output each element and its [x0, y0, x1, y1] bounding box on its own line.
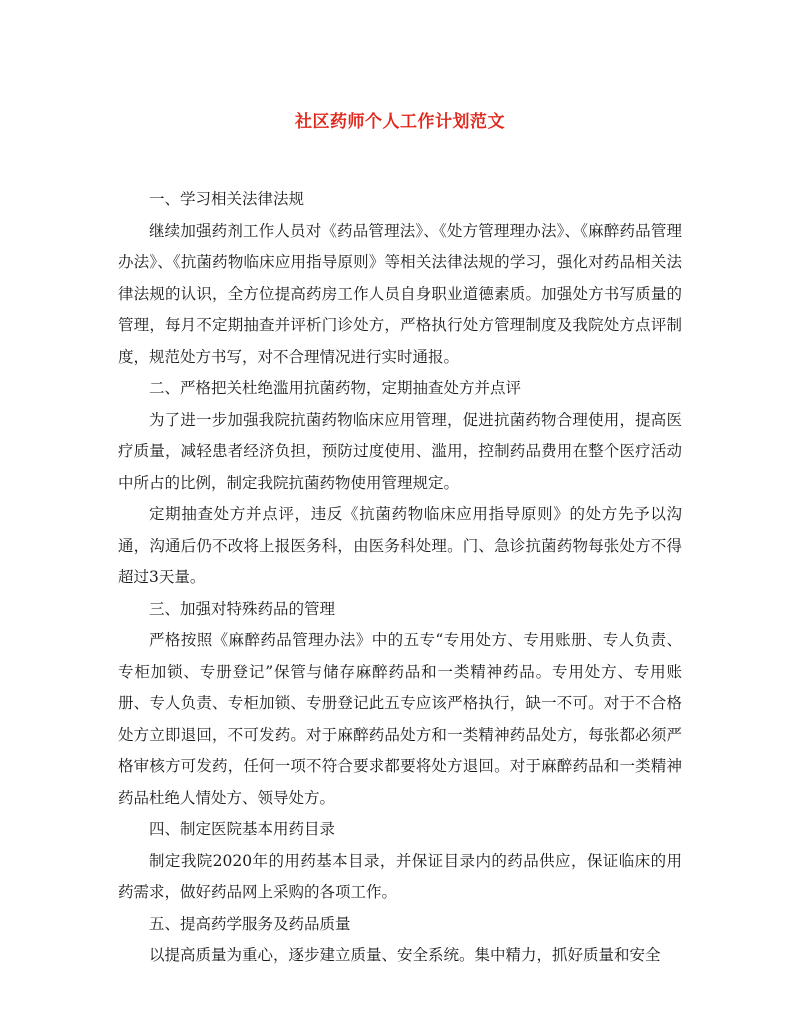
document-title: 社区药师个人工作计划范文	[295, 112, 505, 132]
document-body	[118, 184, 682, 972]
paragraph: 制定我院2020年的用药基本目录，并保证目录内的药品供应，保证临床的用药需求，做好药品网上采购的各项工作。	[118, 851, 682, 901]
section-heading-2: 二、严格把关杜绝滥用抗菌药物，定期抽查处方并点评	[149, 379, 522, 397]
paragraph: 以提高质量为重心，逐步建立质量、安全系统。集中精力，抓好质量和安全	[149, 946, 661, 964]
paragraph: 为了进一步加强我院抗菌药物临床应用管理，促进抗菌药物合理使用，提高医疗质量，减轻患者经济负担，预防过度使用、滥用，控制药品费用在整个医疗活动中所占的比例，制定我院抗菌药物使用管理规定。	[118, 410, 682, 492]
section-heading-1: 一、学习相关法律法规	[149, 190, 305, 208]
paragraph: 继续加强药剂工作人员对《药品管理法》、《处方管理理办法》、《麻醉药品管理办法》、《抗菌药物临床应用指导原则》等相关法律法规的学习，强化对药品相关法律法规的认识，全方位提高药房工作人员自身职业道德素质。加强处方书写质量的管理，每月不定期抽查并评析门诊处方，严格执行处方管理制度及我院处方点评制度，规范处方书写，对不合理情况进行实时通报。	[118, 221, 682, 366]
section-heading-5: 五、提高药学服务及药品质量	[149, 914, 351, 933]
section-heading-4: 四、制定医院基本用药目录	[149, 820, 336, 838]
section-heading-3: 三、加强对特殊药品的管理	[149, 599, 336, 618]
paragraph: 定期抽查处方并点评，违反《抗菌药物临床应用指导原则》的处方先予以沟通，沟通后仍不改将上报医务科，由医务科处理。门、急诊抗菌药物每张处方不得超过3天量。	[118, 505, 682, 586]
paragraph: 严格按照《麻醉药品管理办法》中的五专“专用处方、专用账册、专人负责、专柜加锁、专册登记”保管与储存麻醉药品和一类精神药品。专用处方、专用账册、专人负责、专柜加锁、专册登记此五专应该严格执行，缺一不可。对于不合格处方立即退回，不可发药。对于麻醉药品处方和一类精神药品处方，每张都必须严格审核方可发药，任何一项不符合要求都要将处方退回。对于麻醉药品和一类精神药品杜绝人情处方、领导处方。	[118, 631, 682, 807]
